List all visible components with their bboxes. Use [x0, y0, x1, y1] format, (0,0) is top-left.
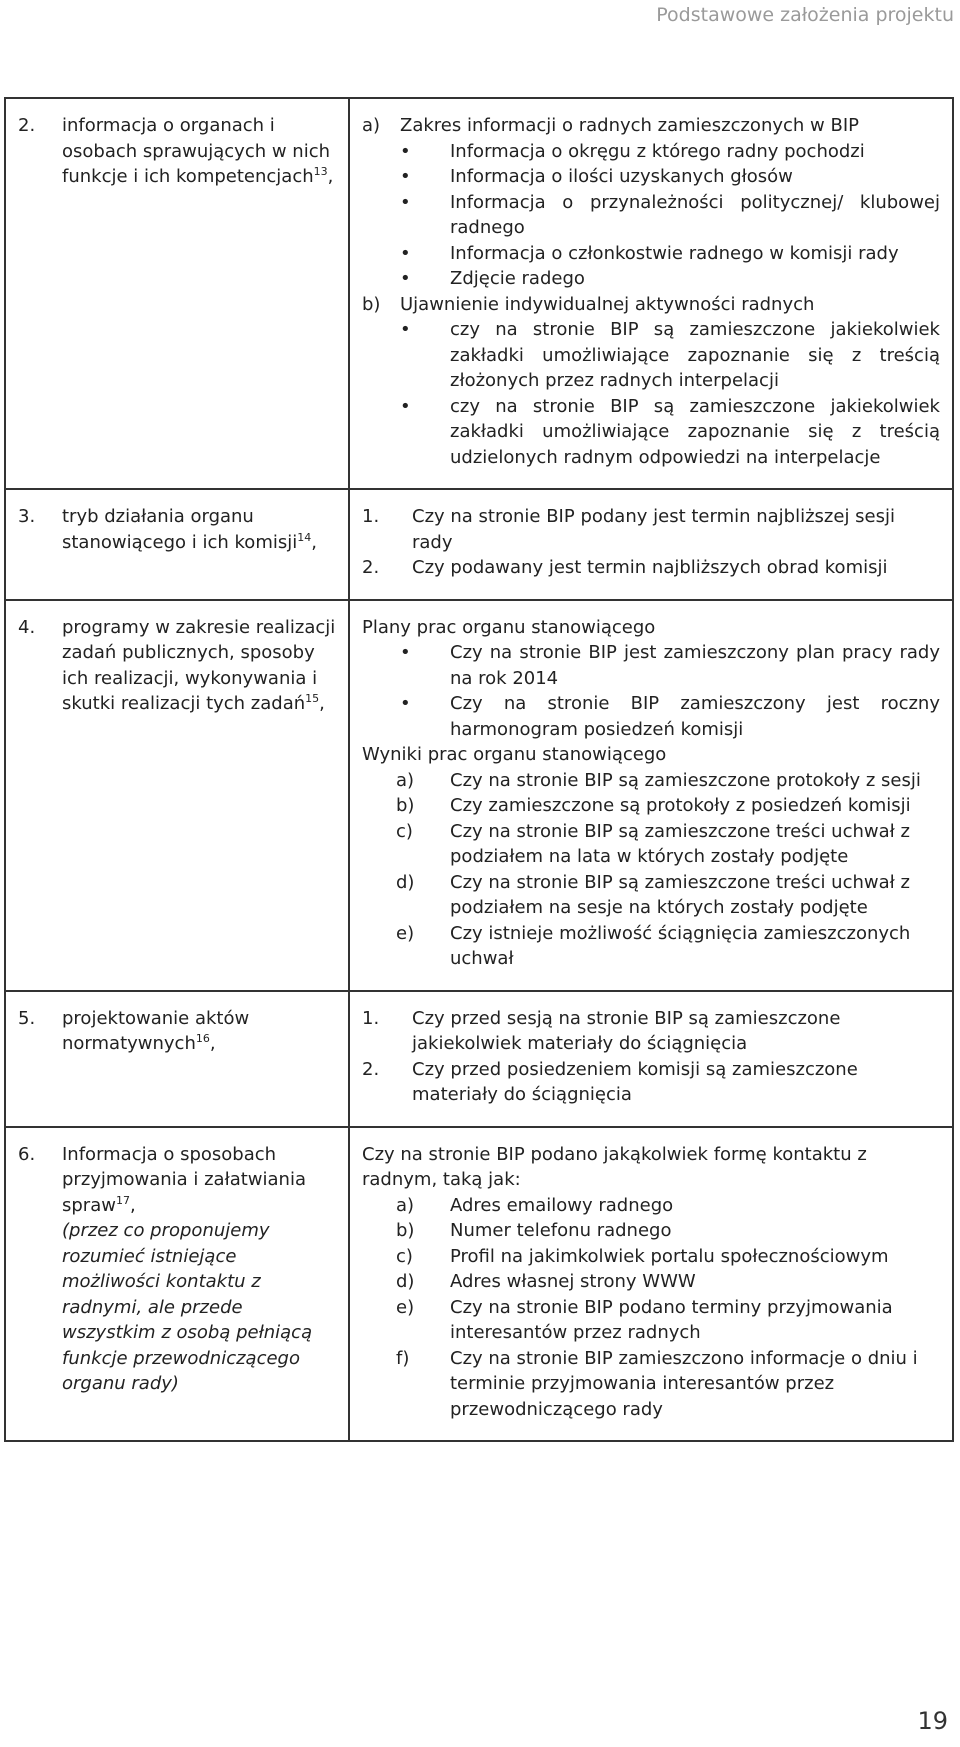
list-item: • Informacja o ilości uzyskanych głosów — [362, 164, 940, 190]
list-item: • Czy na stronie BIP zamieszczony jest roczny harmonogram posiedzeń komisji — [362, 691, 940, 742]
right-cell — [349, 1127, 953, 1442]
table-row — [5, 600, 953, 991]
page-number: 19 — [917, 1707, 948, 1735]
footnote-ref: 17 — [115, 1193, 130, 1207]
row-number: 4. — [18, 616, 36, 638]
bullet-icon: • — [400, 242, 411, 264]
bullet-icon: • — [400, 191, 411, 213]
section-label: a) — [362, 115, 381, 136]
list-item: a) Adres emailowy radnego — [396, 1194, 674, 1216]
right-cell — [349, 991, 953, 1127]
bullet-icon: • — [400, 693, 411, 714]
footnote-ref: 16 — [195, 1032, 210, 1045]
criteria-table — [4, 97, 954, 1442]
row-topic: informacja o organach i osobach sprawujących w nich funkcje i ich kompetencjach$^{13}$, — [62, 115, 334, 187]
list-item: e) Czy istnieje możliwość ściągnięcia zamieszczonych uchwał — [396, 922, 911, 969]
footnote-ref: 13 — [313, 165, 328, 178]
list-item: b) Numer telefonu radnego — [396, 1220, 672, 1241]
list-item: 2. Czy podawany jest termin najbliższych obrad komisji — [362, 557, 888, 578]
list-item: • Informacja o członkostwie radnego w komisji rady — [362, 241, 940, 267]
row-topic: programy w zakresie realizacji zadań publicznych, sposoby ich realizacji, wykonywania i skutki realizacji tych zadań$^{15}$, — [62, 616, 336, 714]
list-item: b) Czy zamieszczone są protokoły z posiedzeń komisji — [396, 795, 911, 816]
bullet-icon: • — [400, 166, 411, 187]
running-header: Podstawowe założenia projektu — [656, 4, 954, 26]
left-cell — [5, 98, 349, 489]
list-item: d) Czy na stronie BIP są zamieszczone treści uchwał z podziałem na sesje na których zostały podjęte — [396, 871, 910, 918]
list-item: c) Czy na stronie BIP są zamieszczone treści uchwał z podziałem na lata w których zostały podjęte — [396, 820, 910, 867]
list-item: f) Czy na stronie BIP zamieszczono informacje o dniu i terminie przyjmowania interesantów przez przewodniczącego rady — [396, 1347, 918, 1420]
left-cell — [5, 991, 349, 1127]
section-heading: Wyniki prac organu stanowiącego — [362, 744, 667, 765]
section-heading: Plany prac organu stanowiącego — [362, 616, 656, 638]
list-item: a) Czy na stronie BIP są zamieszczone protokoły z sesji — [396, 769, 921, 791]
list-item: e) Czy na stronie BIP podano terminy przyjmowania interesantów przez radnych — [396, 1296, 893, 1343]
bullet-icon: • — [400, 642, 411, 663]
list-item: • Informacja o okręgu z którego radny pochodzi — [362, 139, 940, 165]
right-cell — [349, 600, 953, 991]
bullet-icon: • — [400, 140, 411, 162]
bullet-icon: • — [400, 319, 411, 340]
row-number: 3. — [18, 506, 36, 527]
section-label: b) — [362, 293, 381, 315]
list-item: • Zdjęcie radego — [362, 266, 940, 292]
list-item: c) Profil na jakimkolwiek portalu społecznościowym — [396, 1245, 889, 1267]
left-cell — [5, 1127, 349, 1442]
table-row — [5, 98, 953, 489]
list-item: d) Adres własnej strony WWW — [396, 1271, 696, 1292]
right-cell — [349, 98, 953, 489]
row-topic: projektowanie aktów normatywnych$^{16}$, — [62, 1007, 250, 1054]
list-item: • czy na stronie BIP są zamieszczone jakiekolwiek zakładki umożliwiające zapoznanie się z treścią złożonych przez radnych interpelacji — [362, 317, 940, 394]
section-intro: Czy na stronie BIP podano jakąkolwiek formę kontaktu z radnym, taką jak: — [362, 1143, 867, 1190]
bullet-icon: • — [400, 268, 411, 289]
row-topic: tryb działania organu stanowiącego i ich komisji$^{14}$, — [62, 506, 317, 553]
list-item: • Informacja o przynależności politycznej/ klubowej radnego — [362, 190, 940, 241]
right-cell — [349, 489, 953, 600]
list-item: • czy na stronie BIP są zamieszczone jakiekolwiek zakładki umożliwiające zapoznanie się z treścią udzielonych radnym odpowiedzi na interpelacje — [362, 394, 940, 471]
list-item: 1. Czy przed sesją na stronie BIP są zamieszczone jakiekolwiek materiały do ściągnięcia — [362, 1007, 841, 1054]
table-row — [5, 1127, 953, 1442]
left-cell — [5, 489, 349, 600]
left-cell — [5, 600, 349, 991]
list-item: 1. Czy na stronie BIP podany jest termin najbliższej sesji rady — [362, 506, 896, 553]
bullet-icon: • — [400, 395, 411, 417]
footnote-ref: 15 — [305, 692, 320, 705]
section-title: Zakres informacji o radnych zamieszczonych w BIP — [400, 115, 859, 136]
list-item: 2. Czy przed posiedzeniem komisji są zamieszczone materiały do ściągnięcia — [362, 1058, 858, 1105]
row-note: (przez co proponujemy rozumieć istniejące możliwości kontaktu z radnymi, ale przede wszystkim z osobą pełniącą funkcje przewodniczącego organu rady) — [62, 1220, 313, 1394]
row-topic: Informacja o sposobach przyjmowania i załatwiania spraw$^{17}$, (przez co proponujemy rozumieć istniejące możliwości kontaktu z radnymi, ale przede wszystkim z osobą pełniącą funkcje przewodniczącego organu rady) — [62, 1142, 336, 1397]
section-title: Ujawnienie indywidualnej aktywności radnych — [400, 293, 815, 315]
footnote-ref: 14 — [297, 530, 312, 544]
list-item: • Czy na stronie BIP jest zamieszczony plan pracy rady na rok 2014 — [362, 640, 940, 691]
table-row — [5, 489, 953, 600]
row-number: 2. — [18, 115, 36, 136]
row-number: 6. — [18, 1143, 36, 1165]
row-number: 5. — [18, 1007, 36, 1029]
table-row — [5, 991, 953, 1127]
